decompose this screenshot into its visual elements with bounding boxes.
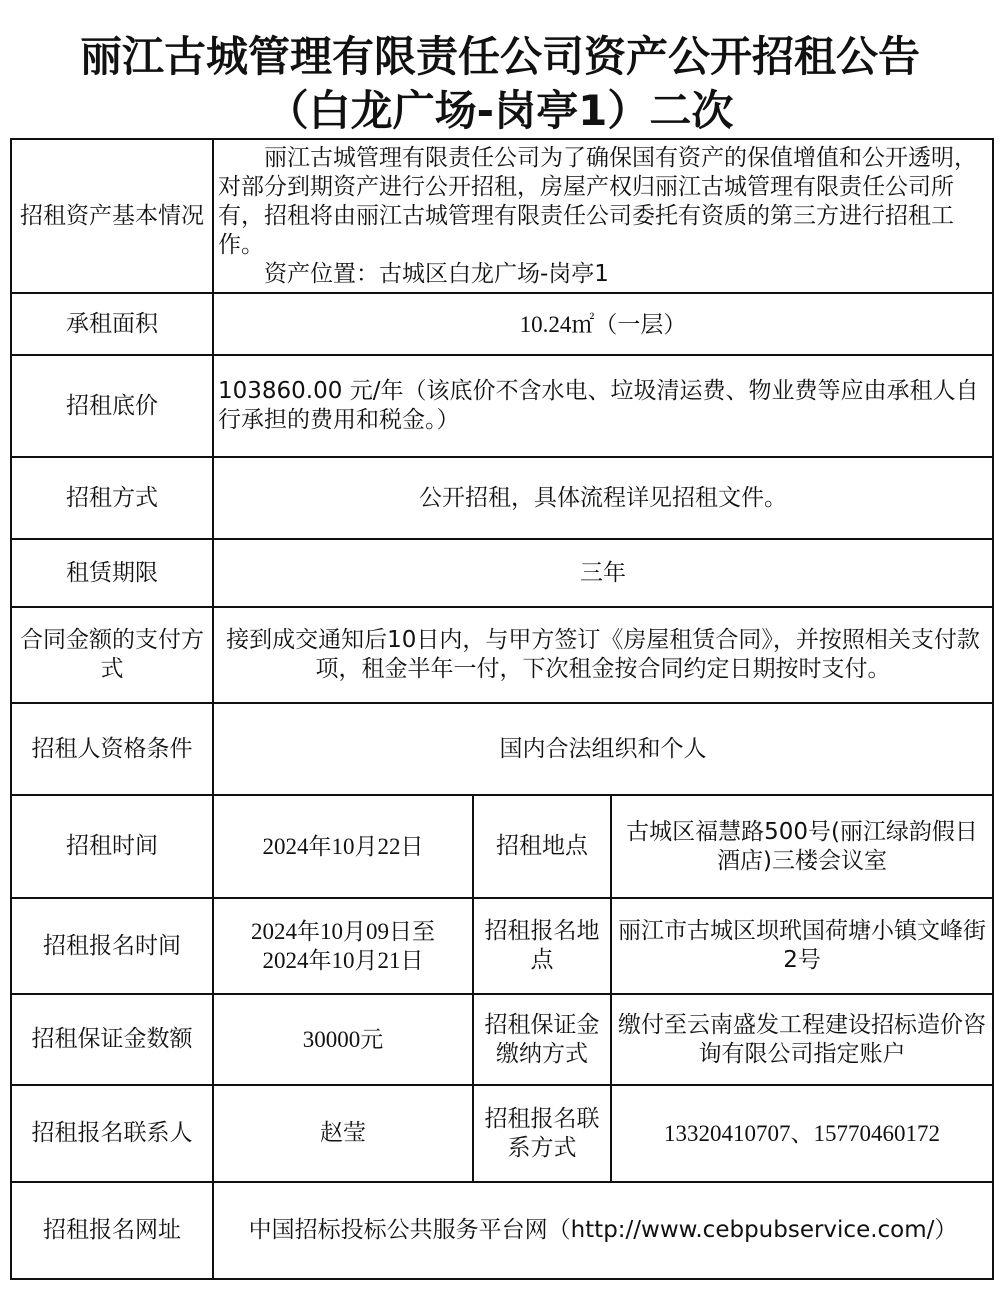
row-payment bbox=[11, 607, 993, 703]
price-label: 招租底价 bbox=[11, 355, 213, 457]
notice-title bbox=[0, 30, 1000, 138]
title-line-1: 丽江古城管理有限责任公司资产公开招租公告 bbox=[79, 32, 920, 81]
basic-info-value bbox=[213, 139, 993, 293]
notice-table bbox=[10, 138, 994, 1280]
row-area bbox=[11, 293, 993, 355]
bid-place-value: 古城区福慧路500号(丽江绿韵假日酒店)三楼会议室 bbox=[611, 795, 993, 898]
deposit-amount-label: 招租保证金数额 bbox=[11, 994, 213, 1085]
registration-start: 2024年10月09日至 bbox=[251, 919, 435, 944]
bid-time-label: 招租时间 bbox=[11, 795, 213, 898]
term-label: 租赁期限 bbox=[11, 539, 213, 607]
area-value: 10.24㎡（一层） bbox=[213, 293, 993, 355]
term-value: 三年 bbox=[213, 539, 993, 607]
method-value: 公开招租，具体流程详见招租文件。 bbox=[213, 457, 993, 539]
method-label: 招租方式 bbox=[11, 457, 213, 539]
price-value: 103860.00 元/年（该底价不含水电、垃圾清运费、物业费等应由承租人自行承担的费用和税金。） bbox=[213, 355, 993, 457]
row-registration bbox=[11, 898, 993, 994]
payment-value: 接到成交通知后10日内，与甲方签订《房屋租赁合同》，并按照相关支付款项，租金半年一付，下次租金按合同约定日期按时支付。 bbox=[213, 607, 993, 703]
contact-person-label: 招租报名联系人 bbox=[11, 1085, 213, 1182]
qualification-label: 招租人资格条件 bbox=[11, 703, 213, 795]
registration-end: 2024年10月21日 bbox=[262, 948, 424, 973]
deposit-method-label: 招租保证金缴纳方式 bbox=[473, 994, 611, 1085]
row-contact bbox=[11, 1085, 993, 1182]
basic-info-label: 招租资产基本情况 bbox=[11, 139, 213, 293]
contact-phone-value: 13320410707、15770460172 bbox=[611, 1085, 993, 1182]
bid-time-value: 2024年10月22日 bbox=[213, 795, 473, 898]
registration-time-label: 招租报名时间 bbox=[11, 898, 213, 994]
registration-place-label: 招租报名地点 bbox=[473, 898, 611, 994]
row-basic-info bbox=[11, 139, 993, 293]
payment-label: 合同金额的支付方式 bbox=[11, 607, 213, 703]
bid-place-label: 招租地点 bbox=[473, 795, 611, 898]
area-label: 承租面积 bbox=[11, 293, 213, 355]
row-deposit bbox=[11, 994, 993, 1085]
registration-place-value: 丽江市古城区坝玳国荷塘小镇文峰街2号 bbox=[611, 898, 993, 994]
contact-phone-label: 招租报名联系方式 bbox=[473, 1085, 611, 1182]
registration-time-value bbox=[213, 898, 473, 994]
website-value: 中国招标投标公共服务平台网（http://www.cebpubservice.com/） bbox=[213, 1182, 993, 1279]
contact-person-value: 赵莹 bbox=[213, 1085, 473, 1182]
deposit-amount-value: 30000元 bbox=[213, 994, 473, 1085]
title-line-2: （白龙广场-岗亭1）二次 bbox=[266, 86, 734, 135]
row-qualification bbox=[11, 703, 993, 795]
basic-info-text: 丽江古城管理有限责任公司为了确保国有资产的保值增值和公开透明，对部分到期资产进行公开招租，房屋产权归丽江古城管理有限责任公司所有，招租将由丽江古城管理有限责任公司委托有资质的第三方进行招租工作。 bbox=[218, 144, 977, 258]
asset-location: 资产位置：古城区白龙广场-岗亭1 bbox=[264, 260, 609, 287]
row-website bbox=[11, 1182, 993, 1279]
deposit-method-value: 缴付至云南盛发工程建设招标造价咨询有限公司指定账户 bbox=[611, 994, 993, 1085]
qualification-value: 国内合法组织和个人 bbox=[213, 703, 993, 795]
website-label: 招租报名网址 bbox=[11, 1182, 213, 1279]
row-term bbox=[11, 539, 993, 607]
row-price bbox=[11, 355, 993, 457]
row-method bbox=[11, 457, 993, 539]
row-time-place bbox=[11, 795, 993, 898]
